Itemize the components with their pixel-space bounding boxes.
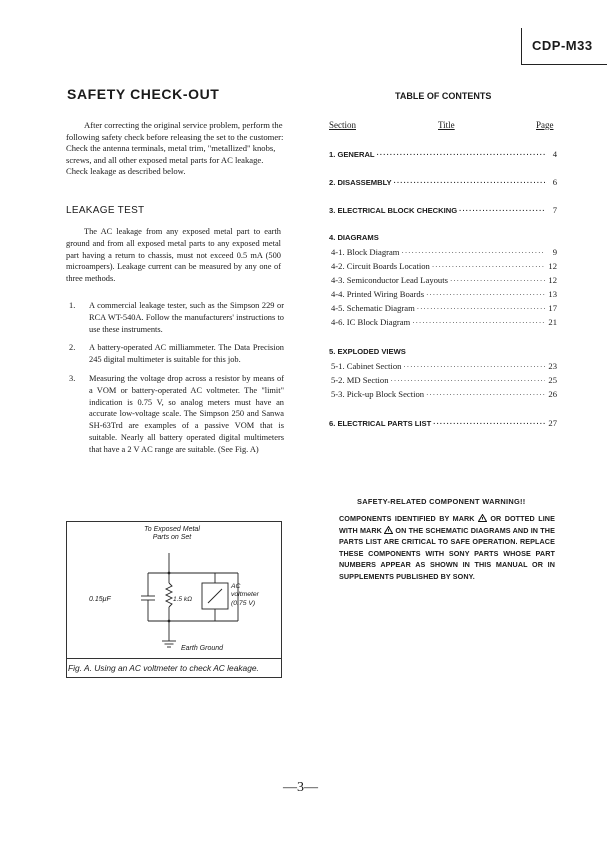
leader-dots bbox=[432, 263, 545, 271]
toc-entry-label: 6. ELECTRICAL PARTS LIST bbox=[329, 419, 432, 428]
toc-heading: TABLE OF CONTENTS bbox=[395, 91, 492, 101]
methods-list bbox=[66, 300, 284, 463]
probe-label-line-2: Parts on Set bbox=[152, 534, 192, 542]
toc-subentry[interactable] bbox=[331, 361, 557, 371]
toc-entry-page: 4 bbox=[552, 149, 557, 159]
toc-entry-page: 12 bbox=[548, 275, 557, 285]
probe-label-line-1: To Exposed Metal bbox=[144, 526, 200, 533]
figure-a-caption: Fig. A. Using an AC voltmeter to check AC leakage. bbox=[68, 663, 259, 673]
toc-entry-label: 5-3. Pick-up Block Section bbox=[331, 389, 425, 399]
leader-dots bbox=[450, 277, 545, 285]
warning-triangle-icon bbox=[478, 514, 487, 522]
method-text: Measuring the voltage drop across a resistor by means of a VOM or battery-operated AC voltmeter. The "limit" indication is 0.75 V, so analog meters must have an accurate low-voltage scale. The Simpson 250 and Sanwa SH-63Trd are examples of a passive VOM that is suitable. Nearly all battery operated digital multimeters that have a 2 V AC range are suitable. (See Fig. A) bbox=[89, 373, 284, 454]
leader-dots bbox=[433, 421, 545, 428]
voltmeter-label bbox=[231, 583, 259, 608]
toc-entry-label: 1. GENERAL bbox=[329, 150, 375, 159]
toc-entry-general[interactable] bbox=[329, 149, 557, 159]
caption-divider bbox=[66, 658, 282, 659]
method-number: 2. bbox=[69, 343, 76, 353]
toc-subentry[interactable] bbox=[331, 317, 557, 327]
safety-checkout-heading: SAFETY CHECK-OUT bbox=[67, 86, 220, 102]
toc-entry-label: 4-2. Circuit Boards Location bbox=[331, 261, 430, 271]
toc-entry-label: 3. ELECTRICAL BLOCK CHECKING bbox=[329, 206, 458, 215]
toc-section-exploded-views[interactable]: 5. EXPLODED VIEWS bbox=[329, 347, 406, 356]
toc-entry-page: 6 bbox=[552, 177, 557, 187]
leakage-test-heading: LEAKAGE TEST bbox=[66, 205, 145, 216]
toc-subentry[interactable] bbox=[331, 275, 557, 285]
leader-dots bbox=[412, 319, 545, 327]
toc-entry-electrical-block-checking[interactable] bbox=[329, 205, 557, 215]
toc-subentry[interactable] bbox=[331, 247, 557, 257]
resistor-label: 1.5 kΩ bbox=[173, 596, 193, 603]
toc-entry-page: 25 bbox=[548, 375, 557, 385]
method-number: 1. bbox=[69, 301, 76, 310]
safety-warning-heading: SAFETY-RELATED COMPONENT WARNING!! bbox=[357, 497, 526, 506]
method-item bbox=[66, 373, 284, 456]
leader-dots bbox=[417, 305, 545, 313]
voltmeter-label-line-3: (0.75 V) bbox=[231, 599, 256, 607]
toc-entry-page: 17 bbox=[548, 303, 557, 313]
model-number: CDP-M33 bbox=[532, 38, 593, 53]
toc-subentry[interactable] bbox=[331, 261, 557, 271]
toc-entry-label: 2. DISASSEMBLY bbox=[329, 178, 392, 187]
resistor-zigzag bbox=[166, 583, 172, 607]
method-text: A commercial leakage tester, such as the Simpson 229 or RCA WT-540A. Follow the manufacturers' instructions to use these instruments. bbox=[89, 301, 284, 334]
leader-dots bbox=[426, 291, 545, 299]
voltmeter-label-line-1: AC bbox=[231, 583, 241, 590]
junction-dot bbox=[168, 620, 171, 623]
toc-entry-disassembly[interactable] bbox=[329, 177, 557, 187]
warning-triangle-icon bbox=[384, 526, 393, 534]
safety-warning-text bbox=[339, 513, 555, 583]
toc-entry-page: 27 bbox=[548, 418, 557, 428]
toc-entry-label: 4-3. Semiconductor Lead Layouts bbox=[331, 275, 448, 285]
intro-paragraph-1: After correcting the original service problem, perform the following safety check before releasing the set to the customer: bbox=[66, 120, 284, 142]
leader-dots bbox=[391, 377, 545, 385]
toc-entry-page: 26 bbox=[548, 389, 557, 399]
toc-entry-page: 13 bbox=[548, 289, 557, 299]
method-item bbox=[66, 342, 284, 366]
toc-entry-page: 21 bbox=[548, 317, 557, 327]
safety-intro bbox=[66, 120, 284, 178]
warning-text-part-3: ON THE SCHEMATIC DIAGRAMS AND IN THE PARTS LIST ARE CRITICAL TO SAFE OPERATION. REPLACE THESE COMPONENTS WITH SONY PARTS WHOSE PART NUMBERS APPEAR AS SHOWN IN THIS MANUAL OR IN SUPPLEMENTS PUBLISHED BY SONY. bbox=[339, 525, 555, 581]
method-item bbox=[66, 300, 284, 335]
toc-column-section: Section bbox=[329, 120, 356, 130]
toc-entry-label: 4-5. Schematic Diagram bbox=[331, 303, 415, 313]
leader-dots bbox=[426, 391, 545, 399]
toc-entry-label: 4-1. Block Diagram bbox=[331, 247, 400, 257]
leader-dots bbox=[403, 363, 545, 371]
warning-text-part-2: OR DOTTED LINE WITH MARK bbox=[339, 514, 555, 535]
toc-entry-page: 12 bbox=[548, 261, 557, 271]
toc-entry-label: 5-1. Cabinet Section bbox=[331, 361, 402, 371]
toc-subentry[interactable] bbox=[331, 389, 557, 399]
warning-text-part-1: COMPONENTS IDENTIFIED BY MARK bbox=[339, 514, 475, 523]
toc-subentry[interactable] bbox=[331, 375, 557, 385]
junction-dot bbox=[168, 572, 171, 575]
page-number: —3— bbox=[283, 780, 318, 795]
toc-entry-label: 5-2. MD Section bbox=[331, 375, 389, 385]
toc-entry-electrical-parts-list[interactable] bbox=[329, 418, 557, 428]
leader-dots bbox=[402, 249, 546, 257]
toc-subentry[interactable] bbox=[331, 289, 557, 299]
toc-column-title: Title bbox=[438, 120, 455, 130]
method-text: A battery-operated AC milliammeter. The Data Precision 245 digital multimeter is suitable for this job. bbox=[89, 343, 284, 365]
toc-column-page: Page bbox=[536, 120, 554, 130]
leader-dots bbox=[459, 208, 545, 215]
leader-dots bbox=[377, 152, 545, 159]
leakage-paragraph: The AC leakage from any exposed metal part to earth ground and from all exposed metal parts to any exposed metal part having a return to chassis, must not exceed 0.5 mA (500 microampers). Leakage current can be measured by any one of three methods. bbox=[66, 227, 281, 284]
toc-entry-label: 4-4. Printed Wiring Boards bbox=[331, 289, 425, 299]
voltmeter-needle bbox=[208, 589, 222, 603]
earth-ground-label: Earth Ground bbox=[181, 645, 224, 652]
figure-probe-label bbox=[134, 526, 210, 543]
toc-subentry[interactable] bbox=[331, 303, 557, 313]
toc-section-diagrams[interactable]: 4. DIAGRAMS bbox=[329, 233, 379, 242]
leader-dots bbox=[394, 180, 545, 187]
intro-paragraph-2: Check the antenna terminals, metal trim, "metallized" knobs, screws, and all other exposed metal parts for AC leakage. Check leakage as described below. bbox=[66, 143, 276, 177]
capacitor-label: 0.15μF bbox=[89, 596, 111, 603]
toc-entry-label: 4-6. IC Block Diagram bbox=[331, 317, 411, 327]
toc-entry-page: 23 bbox=[548, 361, 557, 371]
toc-entry-page: 7 bbox=[552, 205, 557, 215]
toc-entry-page: 9 bbox=[552, 247, 557, 257]
method-number: 3. bbox=[69, 373, 76, 383]
voltmeter-label-line-2: voltmeter bbox=[231, 591, 259, 599]
